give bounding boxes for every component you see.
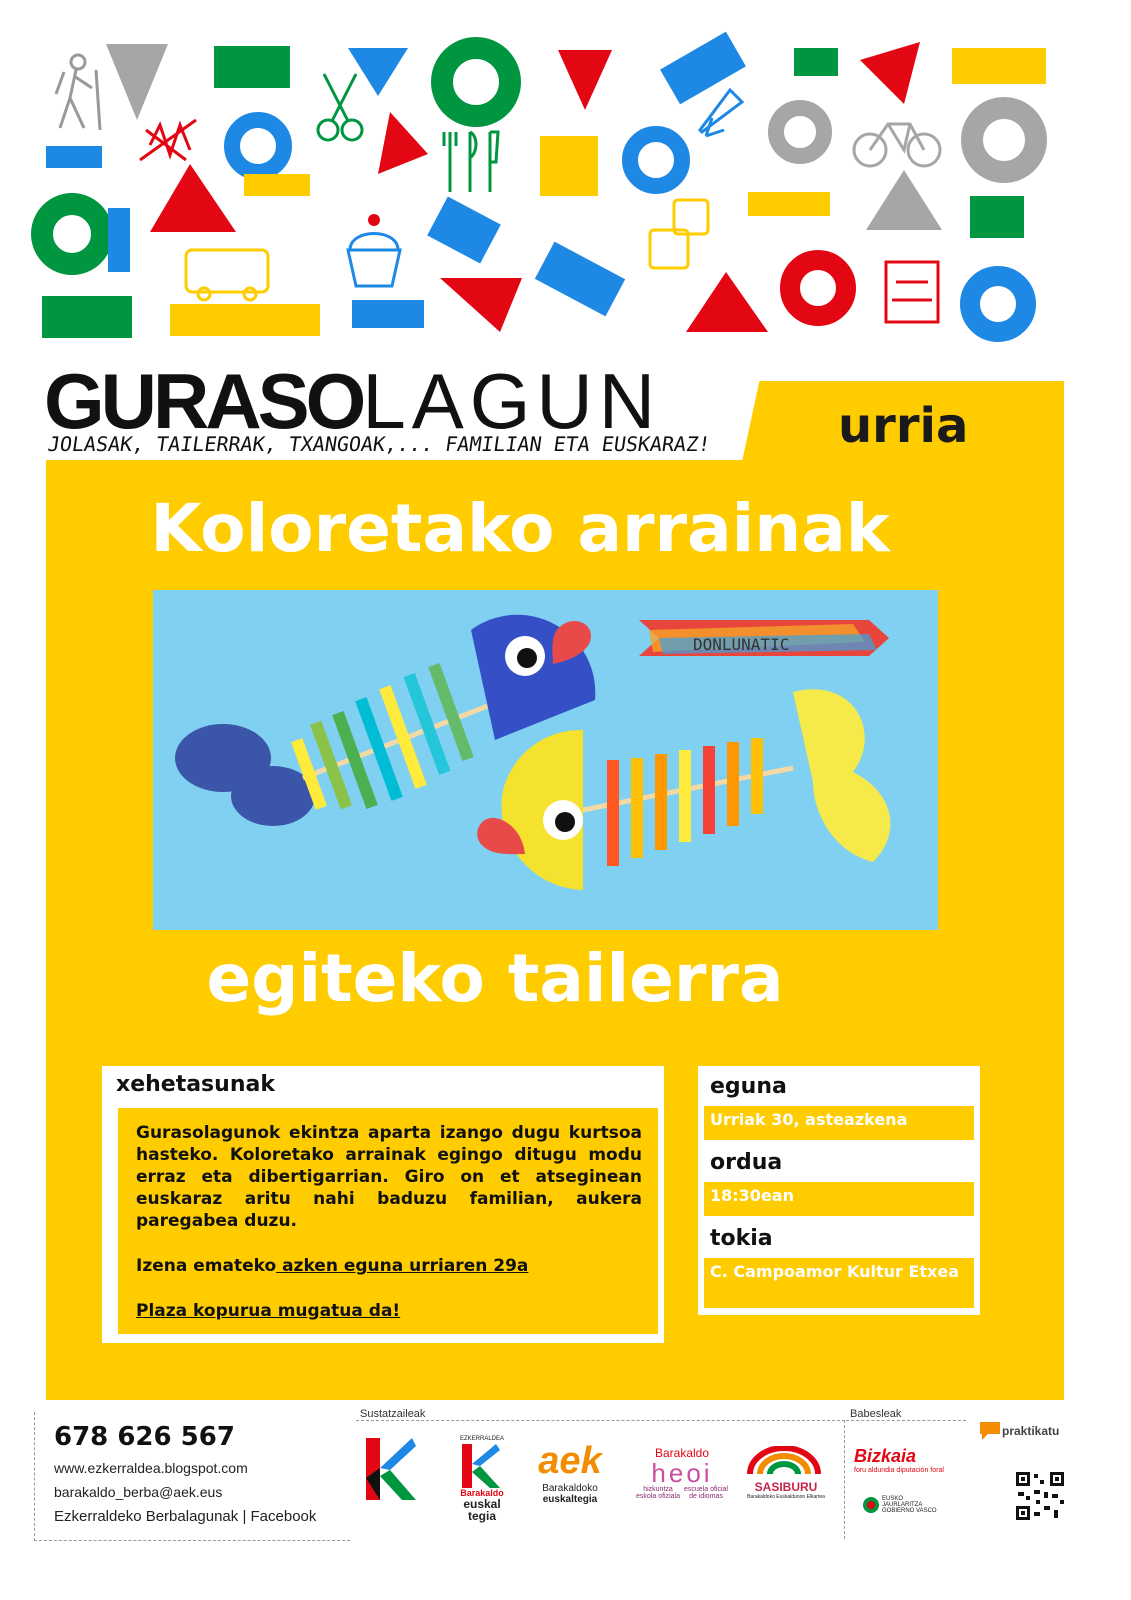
qr-code-icon[interactable]: [1014, 1470, 1066, 1522]
event-title-line1: Koloretako arrainak: [150, 490, 890, 567]
fish-craft-photo: [153, 590, 938, 930]
bicycle-icon: [854, 124, 940, 166]
eusko-jaurlaritza-logo: [862, 1496, 942, 1514]
blue-triangle-1: [348, 48, 408, 96]
green-ring-2: [42, 204, 102, 264]
speech-bubble-icon: [978, 1420, 1002, 1442]
red-triangle-6: [686, 272, 768, 332]
details-box: [102, 1066, 664, 1343]
green-rect-1: [214, 46, 290, 88]
green-rect-2: [794, 48, 838, 76]
sponsors-label: Babesleak: [850, 1408, 902, 1420]
grey-triangle-2: [866, 170, 942, 230]
euskaltegia-line2: euskal: [463, 1497, 501, 1511]
blue-ring-1: [232, 120, 284, 172]
logo-lagun: LAGUN: [362, 357, 662, 445]
yellow-rect-2: [540, 136, 598, 196]
euskaltegia-line3: tegia: [467, 1509, 496, 1523]
bizkaia-sub: foru aldundia diputación foral: [854, 1467, 944, 1474]
rocket-icon: [700, 90, 742, 136]
heoi-sub2: escuela oficial de idiomas: [684, 1486, 728, 1500]
cutlery-icon: [444, 132, 498, 192]
red-triangle-1: [558, 50, 612, 110]
info-box: [698, 1066, 980, 1315]
green-rect-4: [42, 296, 132, 338]
promoters-label: Sustatzaileak: [360, 1408, 426, 1420]
yellow-rect-3: [244, 174, 310, 196]
blue-rect-2: [46, 146, 102, 168]
yellow-rect-4: [748, 192, 830, 216]
praktikatu-text: praktikatu: [1002, 1424, 1060, 1438]
decorative-shapes-header: [0, 0, 1131, 350]
yellow-rect-5: [170, 304, 320, 336]
scissors-icon: [318, 74, 362, 140]
blue-rect-3: [427, 196, 501, 263]
red-triangle-5: [440, 278, 522, 332]
sponsors-box: [846, 1420, 966, 1539]
heoi-top: Barakaldo: [654, 1446, 710, 1460]
sasiburu-rainbow-icon: [746, 1446, 822, 1476]
grey-triangle-1: [106, 44, 168, 120]
red-triangle-2: [860, 42, 920, 104]
gobierno-text: GOBIERNO VASCO: [882, 1508, 937, 1514]
bus-icon: [186, 250, 268, 300]
website-link[interactable]: www.ezkerraldea.blogspot.com: [54, 1460, 248, 1476]
time-label: ordua: [710, 1150, 783, 1175]
euskaltegia-small-text: EZKERRALDEA: [459, 1436, 504, 1442]
registration-note: [136, 1256, 528, 1276]
email-link[interactable]: barakaldo_berba@aek.eus: [54, 1484, 223, 1500]
eusko-text: EUSKO JAURLARITZA: [882, 1496, 923, 1508]
fish-illustration: [153, 590, 938, 930]
blue-rect-4: [108, 208, 130, 272]
heoi-sub1: hizkuntza eskola ofiziala: [636, 1486, 680, 1500]
day-value: Urriak 30, asteazkena: [704, 1106, 974, 1140]
event-title-line2: egiteko tailerra: [206, 940, 784, 1017]
blue-ring-3: [970, 276, 1026, 332]
sasiburu-sub: Barakaldoko Euskaldunon Elkartea: [747, 1494, 825, 1500]
euskaltegia-logo: [452, 1436, 512, 1526]
red-ring-1: [790, 260, 846, 316]
donlunatic-watermark: [639, 620, 889, 656]
eusko-crest-icon: [862, 1496, 880, 1514]
aek-logo: [530, 1440, 610, 1520]
bizkaia-logo: [854, 1446, 944, 1474]
details-heading: xehetasunak: [116, 1072, 275, 1097]
sasiburu-logo: [746, 1446, 826, 1526]
watermark-text: DONLUNATIC: [693, 635, 790, 654]
day-label: eguna: [710, 1074, 787, 1099]
grey-ring-2: [972, 108, 1036, 172]
euskaltegia-line1: Barakaldo: [460, 1488, 504, 1498]
facebook-link[interactable]: Ezkerraldeko Berbalagunak | Facebook: [54, 1508, 317, 1525]
place-label: tokia: [710, 1226, 773, 1251]
praktikatu-logo: [978, 1418, 1058, 1448]
logo-guraso: GURASO: [44, 357, 363, 445]
registration-deadline: azken eguna urriaren 29a: [276, 1256, 529, 1276]
green-rect-3: [970, 196, 1024, 238]
red-triangle-3: [378, 112, 428, 174]
heoi-logo: [636, 1446, 728, 1526]
euskaltegia-k-icon: [462, 1444, 502, 1488]
time-value: 18:30ean: [704, 1182, 974, 1216]
blue-rect-5: [535, 242, 625, 317]
red-triangle-4: [150, 164, 236, 232]
hiker-icon: [56, 55, 100, 130]
dice-icon: [650, 200, 708, 268]
details-content: [118, 1108, 658, 1334]
blue-rect-6: [352, 300, 424, 328]
limited-places-note: Plaza kopurua mugatua da!: [136, 1301, 401, 1321]
details-description: Gurasolagunok ekintza aparta izango dugu kurtsoa hasteko. Koloretako arrainak egingo ditugu modu erraz eta dibertigarrian. Giro on et atseginean euskaraz aritu nahi baduzu familian, aukera paregabea duzu.: [136, 1123, 642, 1231]
registration-prefix: Izena emateko: [136, 1256, 277, 1276]
k-logo-icon: [366, 1438, 418, 1500]
grey-ring-1: [776, 108, 824, 156]
tagline: JOLASAK, TAILERRAK, TXANGOAK,... FAMILIAN ETA EUSKARAZ!: [46, 432, 712, 456]
fishing-net-icon: [140, 120, 196, 160]
yellow-rect-1: [952, 48, 1046, 84]
aek-text: aek: [538, 1440, 602, 1482]
place-value: C. Campoamor Kultur Etxea: [704, 1258, 974, 1308]
sasiburu-text: SASIBURU: [754, 1480, 818, 1494]
aek-sub1: Barakaldoko: [542, 1483, 598, 1494]
aek-sub2: euskaltegia: [542, 1494, 598, 1505]
bizkaia-text: Bizkaia: [854, 1446, 917, 1466]
blue-ring-2: [630, 134, 682, 186]
cupcake-icon: [348, 214, 400, 286]
green-ring-1: [442, 48, 510, 116]
month-label: urria: [838, 398, 969, 454]
phone-number[interactable]: 678 626 567: [54, 1422, 235, 1452]
monster-icon: [886, 262, 938, 322]
heoi-text: heoi: [651, 1458, 713, 1488]
